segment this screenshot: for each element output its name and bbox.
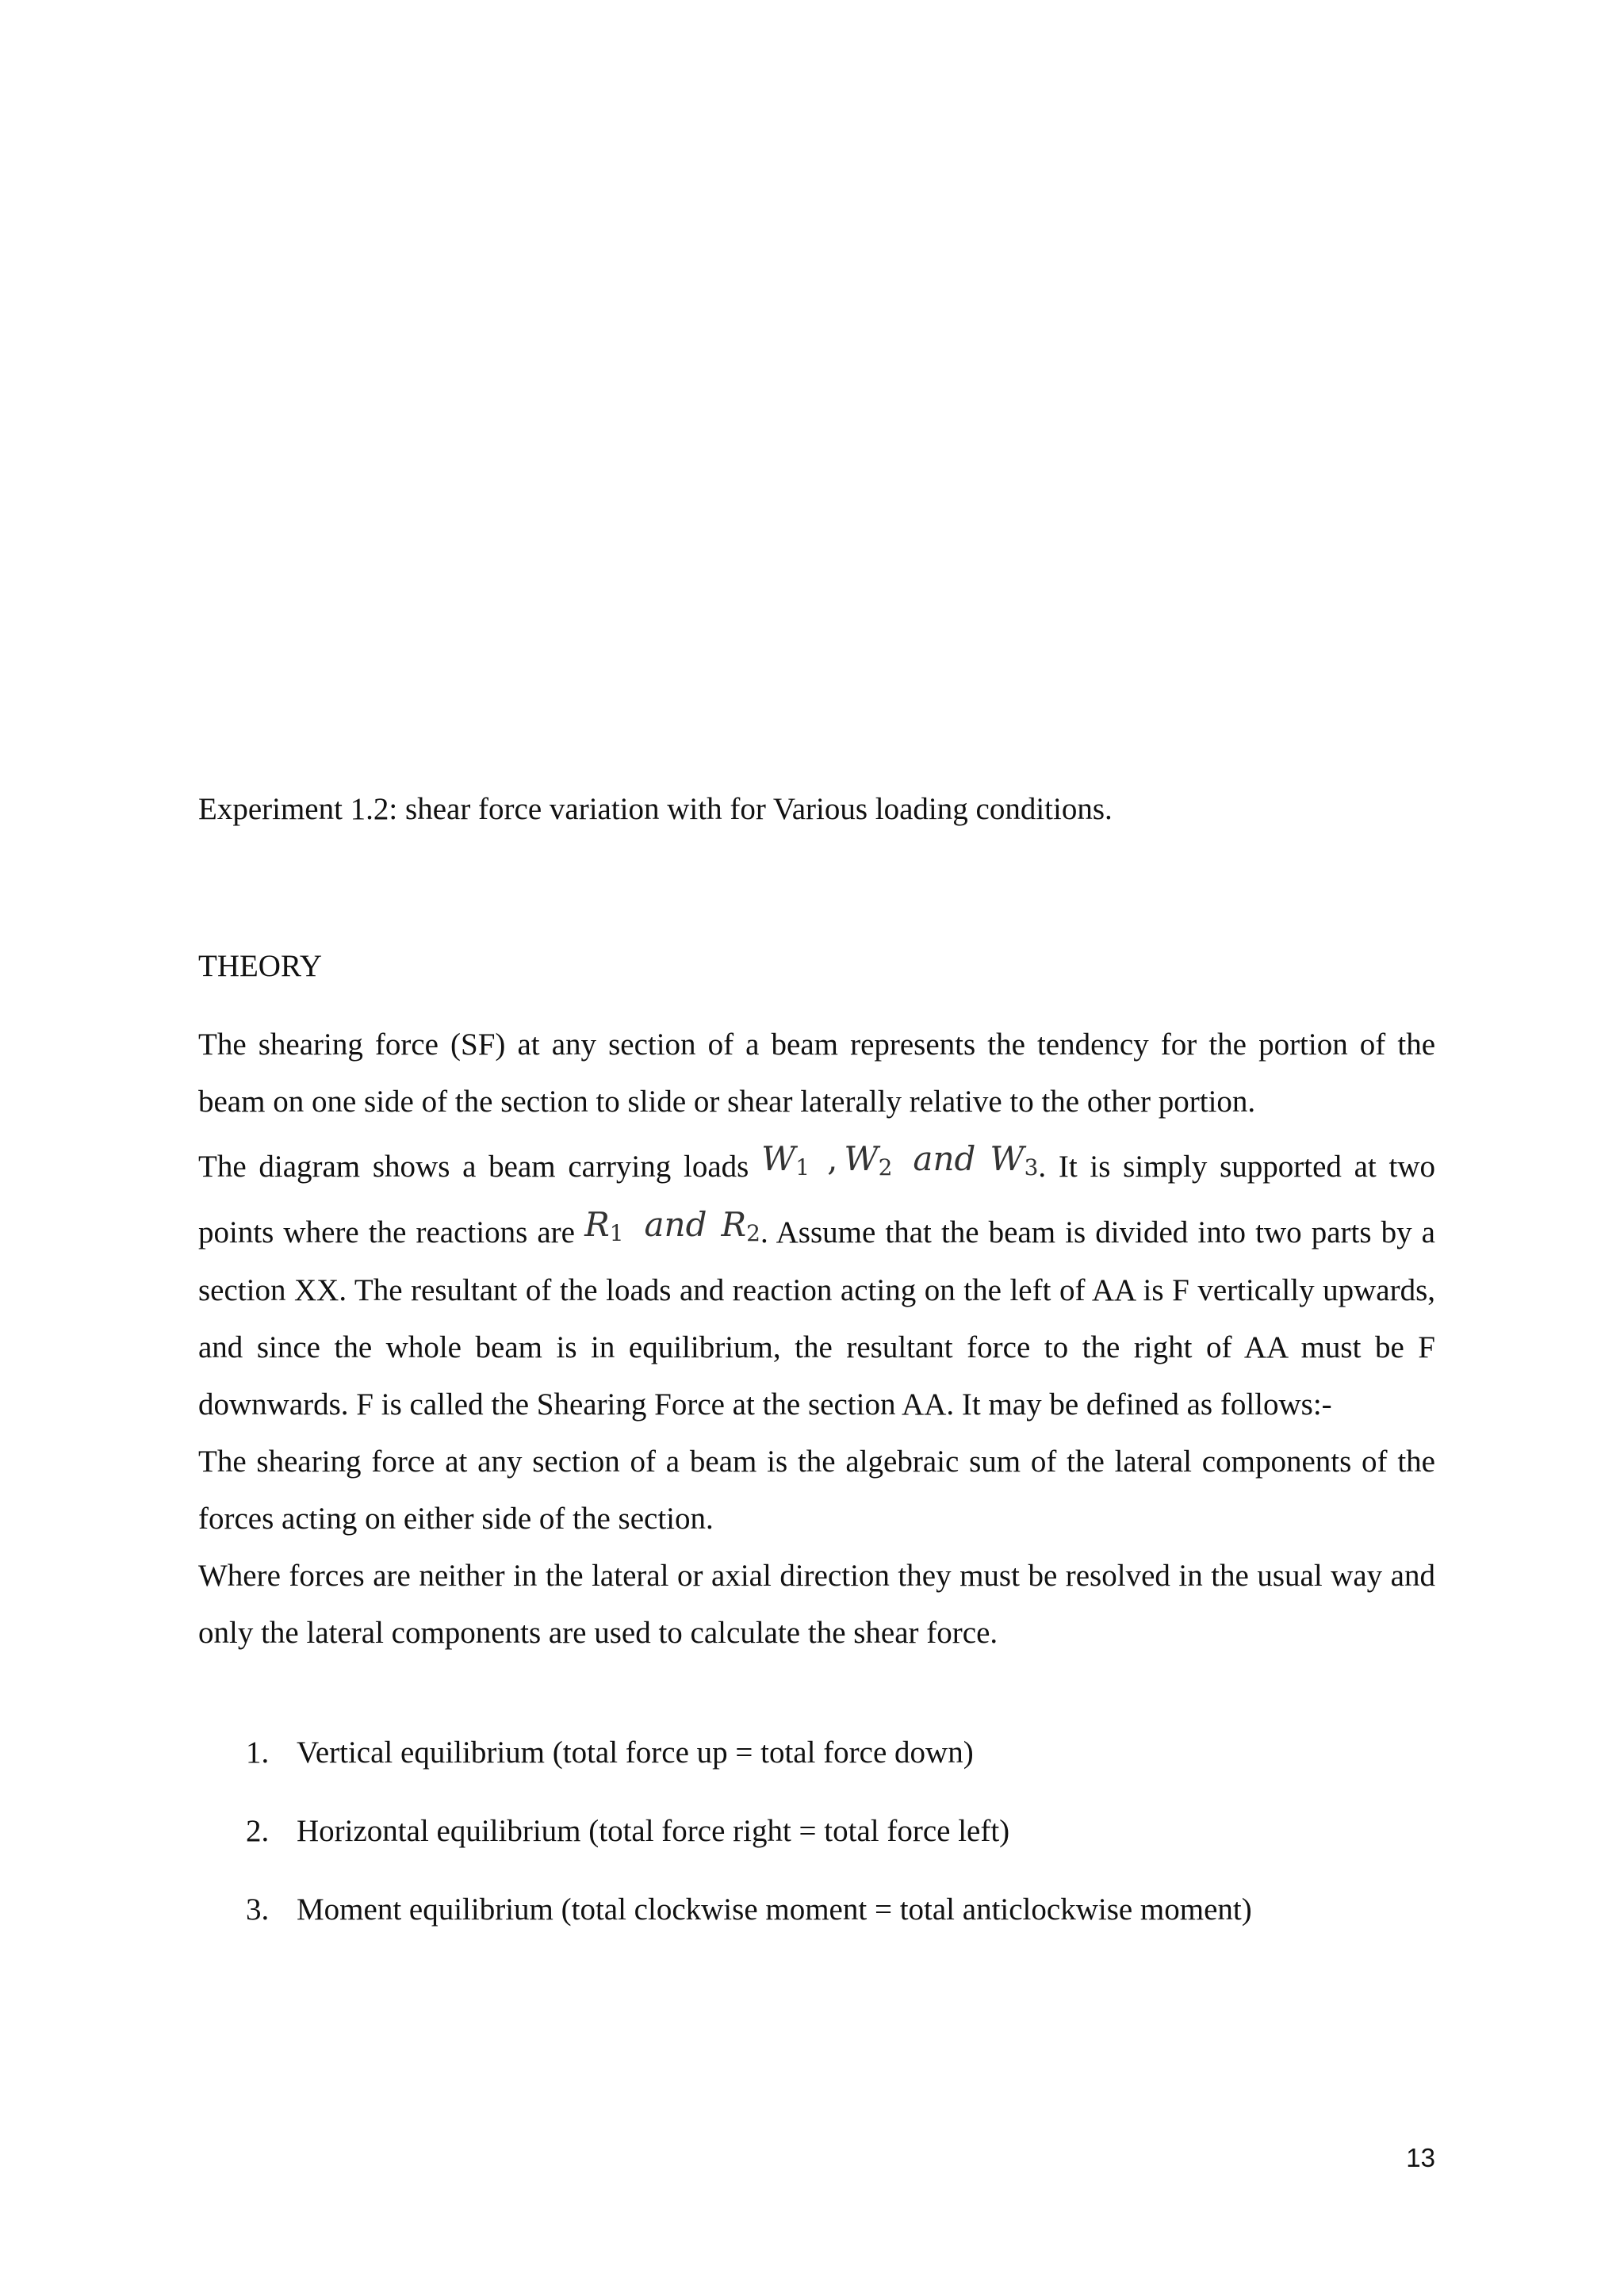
paragraph-beam-text-1: The diagram shows a beam carrying loads [198, 1150, 762, 1184]
list-item-number: 2. [246, 1814, 270, 1848]
list-item-number: 1. [246, 1735, 270, 1770]
paragraph-beam-diagram [198, 1131, 1435, 1433]
equilibrium-list [246, 1724, 1435, 1960]
list-item [246, 1881, 1435, 1960]
theory-body [198, 1016, 1435, 1662]
page-number: 13 [1406, 2143, 1435, 2172]
list-item-text: Horizontal equilibrium (total force right = total force left) [297, 1814, 1010, 1848]
paragraph-shearing-force-definition: The shearing force (SF) at any section of a beam represents the tendency for the portion of the beam on one side of the section to slide or shear laterally relative to the other portion. [198, 1027, 1435, 1119]
list-item [246, 1724, 1435, 1803]
experiment-heading: Experiment 1.2: shear force variation with for Various loading conditions. [198, 792, 1113, 826]
paragraph-resolved-forces: Where forces are neither in the lateral or axial direction they must be resolved in the usual way and only the lateral components are used to calculate the shear force. [198, 1559, 1435, 1650]
section-title-theory: THEORY [198, 949, 322, 983]
list-item-text: Vertical equilibrium (total force up = total force down) [297, 1735, 974, 1770]
paragraph-beam-text-2: . It is simply supported at two points where the reactions are [198, 1150, 1436, 1249]
list-item [246, 1803, 1435, 1881]
paragraph-algebraic-sum: The shearing force at any section of a beam is the algebraic sum of the lateral components of the forces acting on either side of the section. [198, 1445, 1435, 1536]
list-item-text: Moment equilibrium (total clockwise moment = total anticlockwise moment) [297, 1892, 1252, 1927]
list-item-number: 3. [246, 1892, 270, 1927]
reactions-formula: $R_1$ and $R_2$ [584, 1205, 760, 1246]
loads-formula: $W_1$ , $W_2$ and $W_3$ [761, 1139, 1039, 1181]
paragraph-beam-text-3: . Assume that the beam is divided into two parts by a section XX. The resultant of the loads and reaction acting on the left of AA is F vertically upwards, and since the whole beam is in equilibrium, the resultant force to the right of AA must be F downwards. F is called the Shearing Force at the section AA. It may be defined as follows:- [198, 1215, 1435, 1422]
